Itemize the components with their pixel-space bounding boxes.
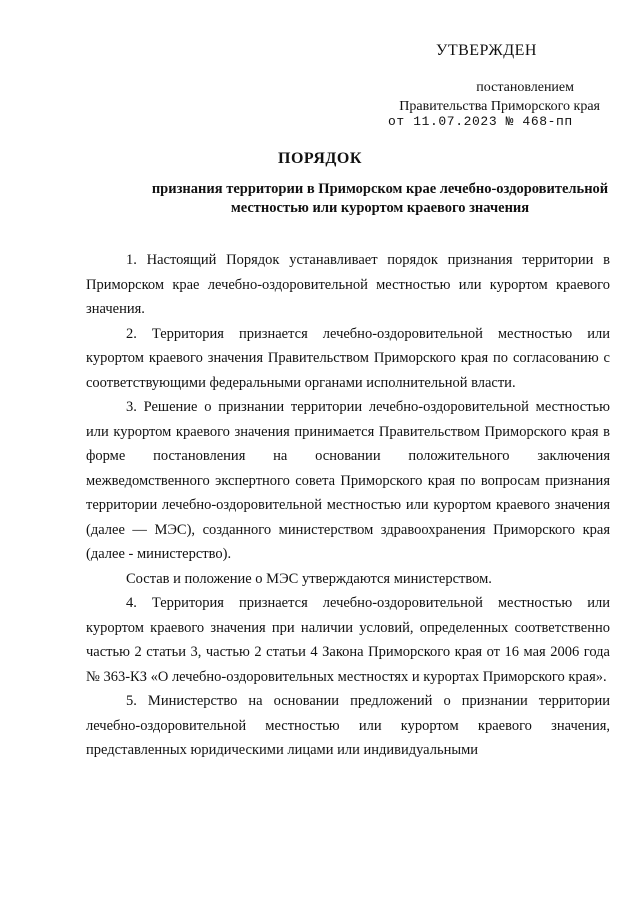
document-body (86, 248, 610, 763)
paragraph-3: 3. Решение о признании территории лечебно-оздоровительной местностью или курортом краевого значения принимается Правительством Приморского края в форме постановления на основании положительного заключения межведомственного экспертного совета Приморского края по вопросам признания территории лечебно-оздоровительной местностью или курортом краевого значения (далее — МЭС), созданного министерством здравоохранения Приморского края (далее - министерство). (86, 399, 610, 562)
decree-line-1: постановлением (476, 80, 574, 95)
paragraph-4: 4. Территория признается лечебно-оздоровительной местностью или курортом краевого значения при наличии условий, определенных соответственно частью 2 статьи 3, частью 2 статьи 4 Закона Приморского края от 16 мая 2006 года № 363-КЗ «О лечебно-оздоровительных местностях и курортах Приморского края». (86, 595, 610, 685)
paragraph-2: 2. Территория признается лечебно-оздоровительной местностью или курортом краевого значения Правительством Приморского края по согласованию с соответствующими федеральными органами исполнительной власти. (86, 325, 610, 391)
paragraph-1: 1. Настоящий Порядок устанавливает порядок признания территории в Приморском крае лечебно-оздоровительной местностью или курортом краевого значения. (86, 252, 610, 317)
document-subtitle: признания территории в Приморском крае лечебно-оздоровительной местностью или курортом краевого значения (151, 181, 609, 216)
decree-date: от 11.07.2023 № 468-пп (388, 114, 573, 129)
approval-stamp-heading: УТВЕРЖДЕН (436, 42, 537, 59)
decree-line-2: Правительства Приморского края (399, 99, 600, 114)
document-title: ПОРЯДОК (278, 150, 362, 167)
paragraph-3-note: Состав и положение о МЭС утверждаются министерством. (126, 570, 492, 587)
approval-decree-block (360, 78, 600, 116)
paragraph-5: 5. Министерство на основании предложений о признании территории лечебно-оздоровительной местностью или курортом краевого значения, представленных юридическими лицами или индивидуальными (86, 693, 610, 758)
